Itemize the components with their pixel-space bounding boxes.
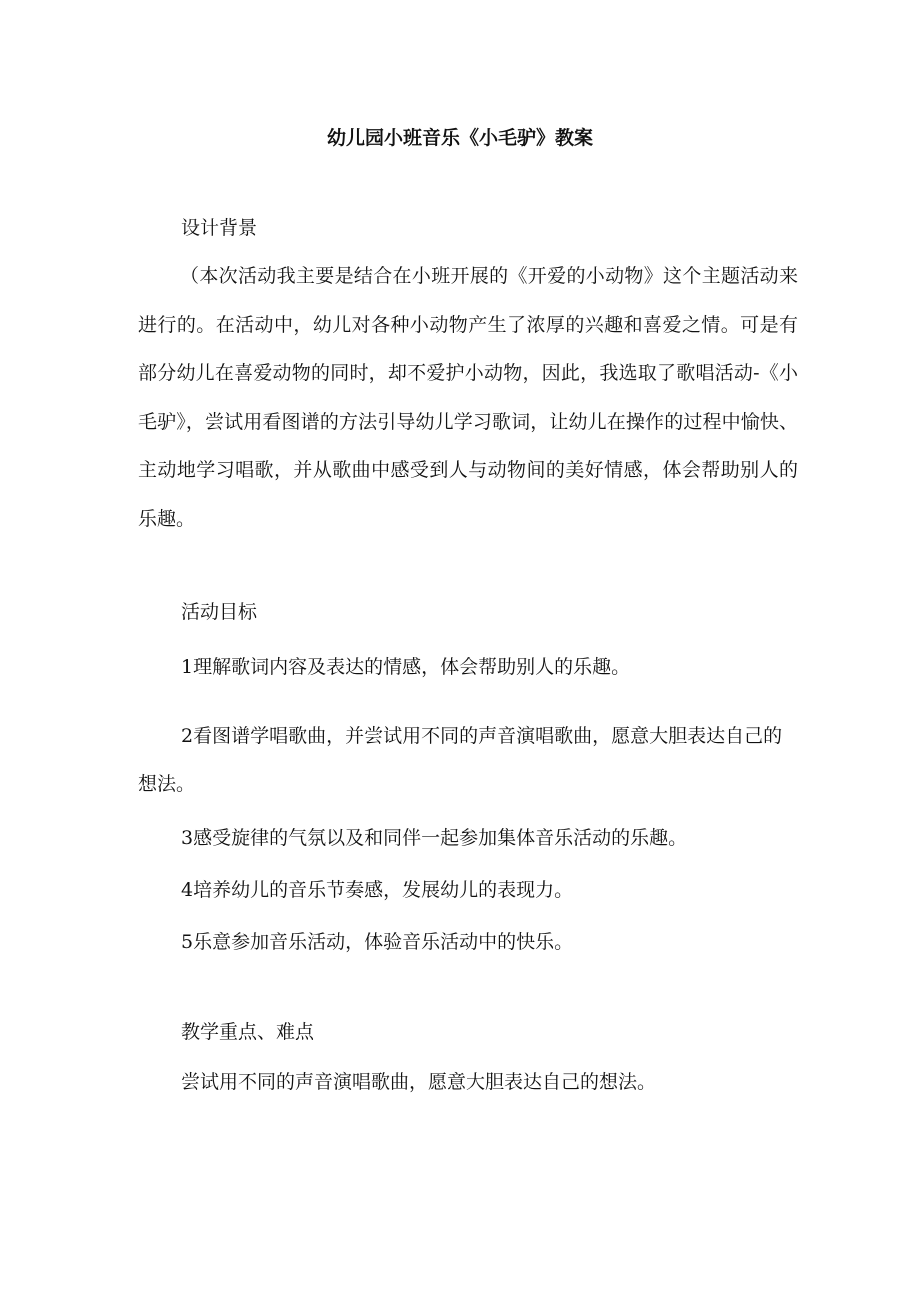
section-heading-background: 设计背景	[181, 217, 258, 239]
goal-item-4: 4培养幼儿的音乐节奏感，发展幼儿的表现力。	[181, 879, 574, 901]
goal-item-5: 5乐意参加音乐活动，体验音乐活动中的快乐。	[181, 931, 574, 953]
section-heading-key-points: 教学重点、难点	[181, 1021, 315, 1043]
document-title: 幼儿园小班音乐《小毛驴》教案	[326, 127, 593, 149]
section-heading-goals: 活动目标	[181, 601, 258, 623]
background-paragraph: （本次活动我主要是结合在小班开展的《开爱的小动物》这个主题活动来进行的。在活动中，幼儿对各种小动物产生了浓厚的兴趣和喜爱之情。可是有部分幼儿在喜爱动物的同时，却不爱护小动物，因此，我选取了歌唱活动-《小毛驴》，尝试用看图谱的方法引导幼儿学习歌词，让幼儿在操作的过程中愉快、主动地学习唱歌，并从歌曲中感受到人与动物间的美好情感，体会帮助别人的乐趣。	[138, 265, 798, 530]
key-points-text: 尝试用不同的声音演唱歌曲，愿意大胆表达自己的想法。	[181, 1071, 657, 1093]
goal-item-2: 2看图谱学唱歌曲，并尝试用不同的声音演唱歌曲，愿意大胆表达自己的想法。	[138, 725, 783, 795]
goal-item-1: 1理解歌词内容及表达的情感，体会帮助别人的乐趣。	[181, 656, 631, 678]
goal-item-3: 3感受旋律的气氛以及和同伴一起参加集体音乐活动的乐趣。	[181, 827, 688, 849]
